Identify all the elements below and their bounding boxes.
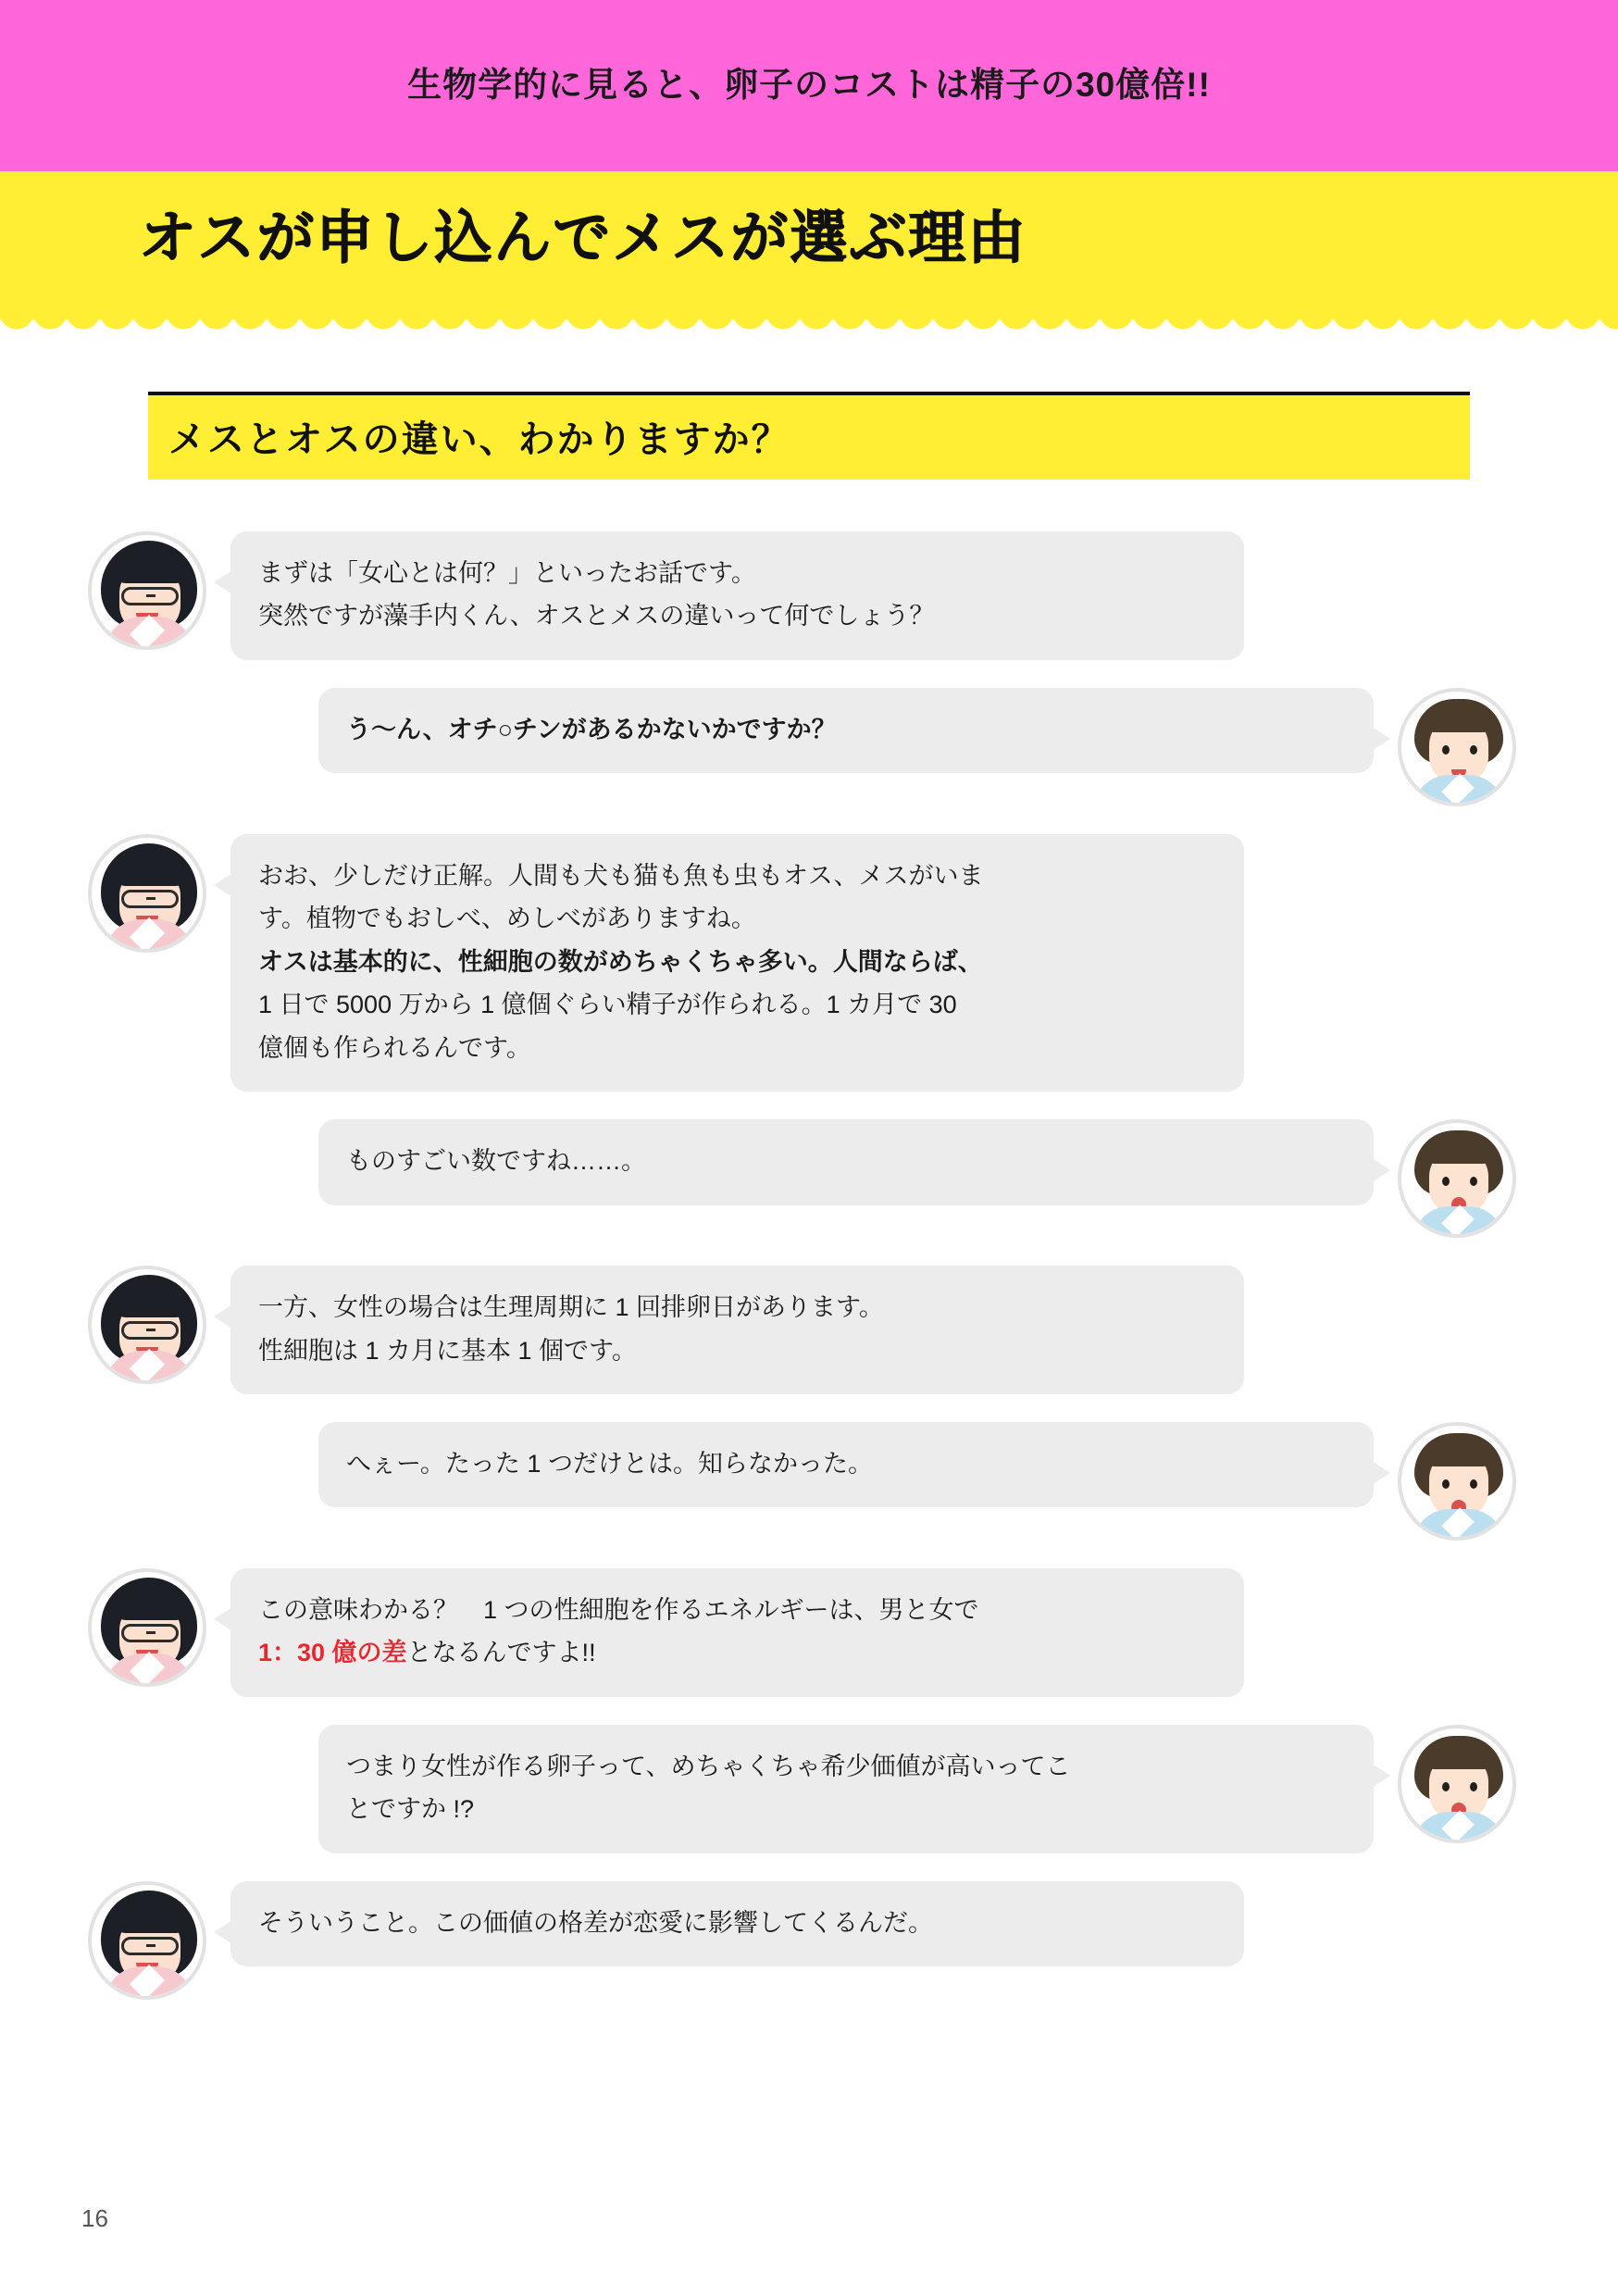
highlight-text: 1：30 億の差 (258, 1639, 407, 1667)
yellow-wave-divider (0, 312, 1618, 343)
bubble-line: ものすごい数ですね……。 (346, 1147, 646, 1176)
avatar-teacher (88, 531, 206, 650)
conversation-row (88, 1568, 1516, 1697)
conversation-row (88, 688, 1516, 806)
speech-bubble (318, 1422, 1374, 1507)
speech-bubble (318, 1725, 1374, 1853)
page-number: 16 (81, 2204, 108, 2232)
bubble-line: 突然ですが藻手内くん、オスとメスの違いって何でしょう？ (258, 602, 935, 630)
bubble-line: つまり女性が作る卵子って、めちゃくちゃ希少価値が高いってこ (346, 1752, 1071, 1780)
bubble-line: おお、少しだけ正解。人間も犬も猫も魚も虫もオス、メスがいま (258, 861, 984, 890)
avatar-student (1398, 1422, 1516, 1541)
avatar-teacher (88, 1266, 206, 1384)
avatar-teacher (88, 1568, 206, 1687)
bubble-line: す。植物でもおしべ、めしべがありますね。 (258, 905, 756, 933)
bubble-line: 億個も作られるんです。 (258, 1033, 531, 1062)
bubble-line: そういうこと。この価値の格差が恋愛に影響してくるんだ。 (258, 1908, 933, 1937)
avatar-student (1398, 1725, 1516, 1843)
highlight-tail: となるんですよ!! (406, 1639, 596, 1667)
conversation-row (88, 1119, 1516, 1238)
avatar-teacher (88, 834, 206, 953)
conversation-list (0, 531, 1618, 2000)
header-kicker: 生物学的に見ると、卵子のコストは精子の30億倍!! (407, 66, 1211, 104)
avatar-student (1398, 1119, 1516, 1238)
speech-bubble (230, 1266, 1244, 1394)
subheading: メスとオスの違い、わかりますか？ (148, 395, 1470, 480)
avatar-teacher (88, 1881, 206, 2000)
pink-wave-divider (0, 139, 1618, 171)
bubble-line: へぇー。たった 1 つだけとは。知らなかった。 (346, 1449, 873, 1478)
title-band (0, 171, 1618, 319)
bubble-line-bold: オスは基本的に、性細胞の数がめちゃくちゃ多い。人間ならば、 (258, 947, 983, 976)
bubble-line: う〜ん、オチ○チンがあるかないかですか？ (346, 715, 837, 743)
page-title: オスが申し込んでメスが選ぶ理由 (139, 206, 1027, 270)
conversation-row (88, 1725, 1516, 1853)
bubble-line: 1 日で 5000 万から 1 億個ぐらい精子が作られる。1 カ月で 30 (258, 991, 957, 1019)
conversation-row (88, 1266, 1516, 1394)
conversation-row (88, 1422, 1516, 1541)
bubble-line-highlight (258, 1631, 1216, 1674)
speech-bubble (318, 1119, 1374, 1204)
bubble-line: この意味わかる？ 1 つの性細胞を作るエネルギーは、男と女で (258, 1595, 979, 1624)
speech-bubble (230, 1881, 1244, 1966)
speech-bubble (318, 688, 1374, 773)
conversation-row (88, 531, 1516, 660)
conversation-row (88, 834, 1516, 1092)
speech-bubble (230, 1568, 1244, 1697)
speech-bubble (230, 834, 1244, 1092)
bubble-line: とですか !? (346, 1795, 475, 1824)
bubble-line: まずは「女心とは何？」といったお話です。 (258, 559, 756, 587)
bubble-line: 性細胞は 1 カ月に基本 1 個です。 (258, 1336, 637, 1365)
speech-bubble (230, 531, 1244, 660)
avatar-student (1398, 688, 1516, 806)
conversation-row (88, 1881, 1516, 2000)
header-band (0, 0, 1618, 171)
bubble-line: 一方、女性の場合は生理周期に 1 回排卵日があります。 (258, 1293, 884, 1322)
subheading-section (0, 392, 1618, 480)
